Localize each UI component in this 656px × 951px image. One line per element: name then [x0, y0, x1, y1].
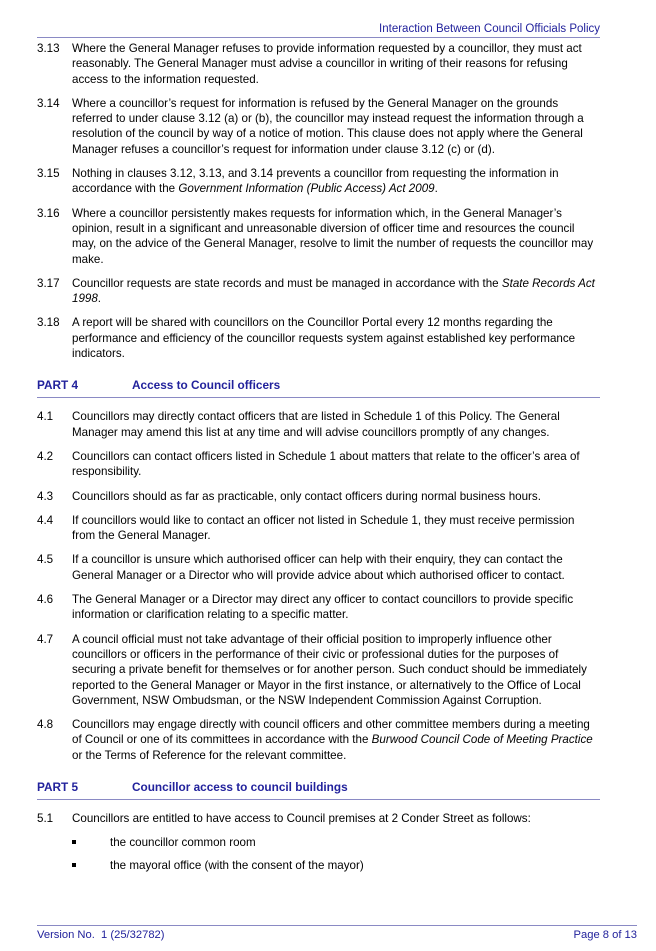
clause-text: Councillors are entitled to have access to Council premises at 2 Conder Street as follows:: [72, 811, 531, 825]
clause-number: 3.14: [37, 96, 60, 110]
clause-number: 3.18: [37, 316, 60, 330]
clause-number: 3.17: [37, 276, 60, 290]
header-divider: [37, 37, 600, 38]
clause-text-tail: .: [434, 182, 438, 196]
clause-number: 4.7: [37, 632, 54, 646]
part-heading-4: [37, 378, 600, 398]
version-label: Version No. 1 (25/32782): [37, 929, 165, 941]
clause-text: [72, 276, 600, 307]
clause-number: 3.15: [37, 167, 60, 181]
clause-4-8: [0, 717, 656, 763]
clause-4-4: [0, 513, 656, 544]
clause-text: The General Manager or a Director may direct any officer to contact councillors to provide specific information or clarification relating to a specific matter.: [72, 593, 574, 622]
part-title: Councillor access to council buildings: [132, 779, 348, 794]
legislation-title: State Records Act 1998: [72, 276, 595, 306]
clause-text: Councillors should as far as practicable, only contact officers during normal business hours.: [72, 489, 541, 503]
square-bullet-icon: [72, 863, 76, 867]
clause-text-lead: Councillor requests are state records and must be managed in accordance with the: [72, 276, 502, 290]
premises-access-list: [0, 835, 656, 873]
list-item-label: the mayoral office (with the consent of the mayor): [110, 858, 364, 872]
clause-number: 4.3: [37, 489, 54, 503]
clause-text-tail: .: [97, 292, 102, 306]
clause-4-5: [0, 552, 656, 583]
clause-3-16: [0, 206, 656, 267]
part-label: PART 5: [37, 779, 79, 794]
clause-text-lead: Nothing in clauses 3.12, 3.13, and 3.14 prevents a councillor from requesting the information in accordance with the: [72, 167, 559, 196]
footer-row: [37, 929, 637, 945]
clause-text: A council official must not take advantage of their official position to improperly influence other councillors or officers in the performance of their civic or professional duties for the purposes of securing a private benefit for themselves or for another person. Such conduct should be immediately reported to the General Manager or Mayor in the first instance, or alternatively to the Office of Local Government, NSW Ombudsman, or the NSW Independent Commission Against Corruption.: [72, 632, 587, 707]
clause-text: Councillors can contact officers listed in Schedule 1 about matters that relate to the officer’s area of responsibility.: [72, 449, 580, 479]
clause-text-lead: Councillors may engage directly with council officers and other committee members during a meeting of Council or one of its committees in accordance with the: [72, 718, 590, 747]
header-title: Interaction Between Council Officials Policy: [379, 23, 600, 35]
clause-4-2: [0, 449, 656, 480]
clause-text: [72, 166, 600, 197]
list-item-label: the councillor common room: [110, 836, 256, 850]
page-header: [37, 22, 600, 38]
clause-number: 3.16: [37, 206, 60, 220]
clause-3-14: [0, 96, 656, 157]
clause-text: Where the General Manager refuses to provide information requested by a councillor, they must act reasonably. The General Manager must advise a councillor in writing of their reasons for refusing access to the information requested.: [72, 42, 582, 86]
list-item: [0, 835, 656, 850]
list-item: [0, 858, 656, 873]
clause-4-3: [0, 489, 656, 504]
clause-text: If a councillor is unsure which authorised officer can help with their enquiry, they can contact the General Manager or a Director who will provide advice about which authorised officer to contact.: [72, 553, 565, 582]
clause-4-7: [0, 632, 656, 708]
page-number: Page 8 of 13: [573, 929, 637, 941]
clause-text: Where a councillor’s request for information is refused by the General Manager on the grounds referred to under clause 3.12 (a) or (b), the councillor may instead request the information through a resolution of the council by way of a notice of motion. This clause does not apply where the General Manager refuses a councillor’s request for information under clause 3.12 (c) or (d).: [72, 96, 584, 156]
clause-number: 5.1: [37, 811, 54, 825]
clause-number: 4.6: [37, 593, 54, 607]
square-bullet-icon: [72, 840, 76, 844]
page-footer: [37, 925, 637, 945]
footer-divider: [37, 925, 637, 926]
clause-4-6: [0, 592, 656, 623]
clause-3-13: [0, 41, 656, 87]
part-heading-5: [37, 780, 600, 800]
clause-number: 4.1: [37, 410, 54, 424]
clause-text: A report will be shared with councillors on the Councillor Portal every 12 months regarding the performance and efficiency of the councillor requests system against established key performance indicators.: [72, 316, 576, 361]
clause-3-15: [0, 166, 656, 197]
document-body: [0, 41, 656, 880]
clause-text: Councillors may directly contact officers that are listed in Schedule 1 of this Policy. The General Manager may amend this list at any time and will advise councillors promptly of any changes.: [72, 410, 560, 439]
clause-number: 4.2: [37, 449, 54, 463]
legislation-title: Government Information (Public Access) Act 2009: [178, 182, 435, 196]
clause-4-1: [0, 409, 656, 440]
clause-text-tail: or the Terms of Reference for the relevant committee.: [72, 748, 347, 762]
clause-number: 4.4: [37, 513, 54, 527]
clause-5-1: [0, 811, 656, 826]
clause-number: 4.8: [37, 718, 54, 732]
clause-number: 4.5: [37, 553, 54, 567]
clause-3-17: [0, 276, 656, 307]
clause-text: If councillors would like to contact an officer not listed in Schedule 1, they must receive permission from the General Manager.: [72, 513, 575, 543]
part-title: Access to Council officers: [132, 378, 281, 393]
clause-text: Where a councillor persistently makes requests for information which, in the General Manager’s opinion, result in a significant and unreasonable diversion of officer time and resources the council may, on the advice of the General Manager, resolve to limit the number of requests the councillor may make.: [72, 206, 594, 266]
clause-3-18: [0, 315, 656, 361]
clause-number: 3.13: [37, 42, 60, 55]
part-label: PART 4: [37, 378, 79, 393]
clause-text: [72, 717, 600, 763]
code-of-practice-title: Burwood Council Code of Meeting Practice: [371, 733, 593, 747]
